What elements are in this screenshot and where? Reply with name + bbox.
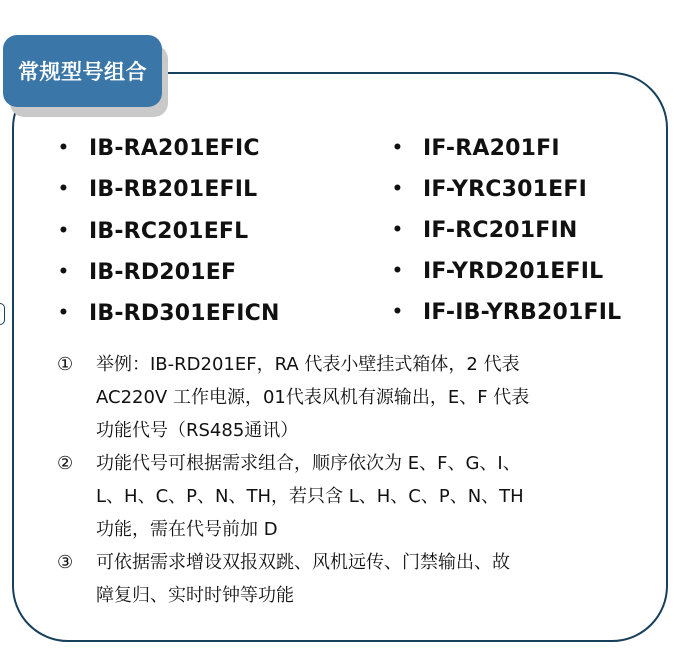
note-number: ②: [57, 453, 74, 474]
note-text: [96, 546, 576, 612]
model-item: [58, 169, 280, 210]
model-item: [392, 128, 621, 169]
note-item: [57, 447, 617, 546]
model-column-left: [58, 128, 280, 334]
model-item: [392, 169, 621, 210]
model-name: IB-RC201EFL: [89, 218, 249, 244]
bullet-icon: •: [392, 138, 403, 158]
model-item: [392, 210, 621, 251]
bullet-icon: •: [392, 220, 403, 240]
model-name: IF-RC201FIN: [423, 218, 578, 243]
model-name: IB-RB201EFIL: [89, 177, 258, 203]
note-line: 可依据需求增设双报双跳、风机远传、门禁输出、故: [96, 552, 510, 573]
model-name: IF-YRD201EFIL: [423, 259, 604, 284]
bullet-icon: •: [58, 138, 69, 159]
note-item: [57, 348, 617, 447]
bullet-icon: •: [58, 303, 69, 324]
model-item: [58, 293, 280, 334]
model-item: [58, 211, 280, 252]
title-tag: [3, 35, 162, 107]
note-number: ①: [57, 354, 74, 375]
model-item: [58, 252, 280, 293]
model-column-right: [392, 128, 621, 333]
model-name: IB-RD201EF: [89, 260, 237, 286]
note-line: AC220V 工作电源，01代表风机有源输出，E、F 代表: [96, 387, 530, 408]
model-name: IF-IB-YRB201FIL: [423, 300, 622, 325]
model-list: [0, 128, 682, 328]
note-line: 举例：IB-RD201EF，RA 代表小壁挂式箱体，2 代表: [96, 354, 520, 375]
note-line: 功能代号（RS485通讯）: [96, 420, 299, 441]
bullet-icon: •: [58, 262, 69, 283]
model-name: IB-RA201EFIC: [89, 136, 260, 162]
note-number: ③: [57, 552, 74, 573]
note-line: 功能，需在代号前加 D: [96, 519, 278, 540]
note-item: [57, 546, 617, 612]
model-item: [392, 251, 621, 292]
note-text: [96, 447, 576, 546]
note-line: 障复归、实时时钟等功能: [96, 585, 294, 606]
note-line: L、H、C、P、N、TH，若只含 L、H、C、P、N、TH: [96, 486, 524, 507]
notes-list: [57, 348, 617, 612]
bullet-icon: •: [392, 261, 403, 281]
bullet-icon: •: [392, 302, 403, 322]
note-line: 功能代号可根据需求组合，顺序依次为 E、F、G、I、: [96, 453, 521, 474]
model-name: IB-RD301EFICN: [89, 301, 280, 327]
note-text: [96, 348, 576, 447]
bullet-icon: •: [392, 179, 403, 199]
model-name: IF-RA201FI: [423, 136, 560, 161]
model-name: IF-YRC301EFI: [423, 177, 588, 202]
model-item: [392, 292, 621, 333]
title-tag-label: 常规型号组合: [18, 60, 147, 84]
model-item: [58, 128, 280, 169]
bullet-icon: •: [58, 220, 69, 241]
bullet-icon: •: [58, 179, 69, 200]
